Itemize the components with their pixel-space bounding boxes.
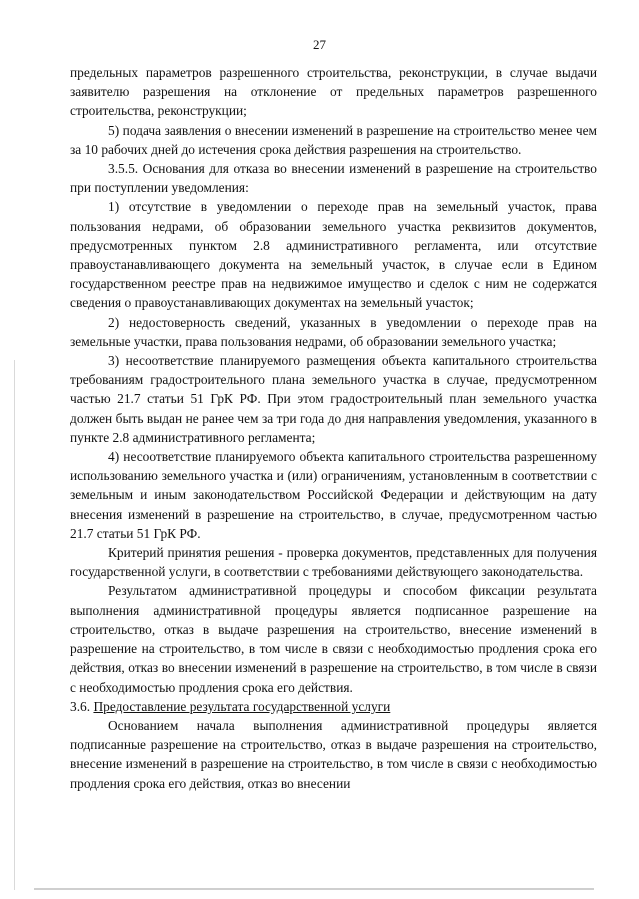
section-title: Предоставление результата государственной услуги [93, 698, 391, 714]
section-number: 3.6. [70, 698, 91, 714]
paragraph-decision-criterion: Критерий принятия решения - проверка документов, представленных для получения государственной услуги, в соответствии с требованиями действующего законодательства. [70, 545, 597, 580]
scan-left-edge [14, 360, 15, 890]
document-body [70, 63, 597, 793]
page-number: 27 [313, 37, 326, 52]
paragraph-procedure-result: Результатом административной процедуры и способом фиксации результата выполнения административной процедуры является подписанное разрешение на строительство, отказ в выдаче разрешения на строительство, внесение изменений в разрешение на строительство, в том числе в связи с необходимостью продления срока его действия, отказ во внесении изменений в разрешение на строительство, в том числе в связи с необходимостью продления срока его действия. [70, 583, 597, 695]
paragraph-refusal-item-4: 4) несоответствие планируемого объекта капитального строительства разрешенному использованию земельного участка и (или) ограничениям, установленным в соответствии с земельным и иным законодательством Российской Федерации и действующим на дату внесения изменений в разрешение на строительство, в случае, предусмотренном частью 21.7 статьи 51 ГрК РФ. [70, 449, 597, 541]
paragraph-procedure-basis: Основанием начала выполнения административной процедуры является подписанные разрешение на строительство, отказ в выдаче разрешения на строительство, внесение изменений в разрешение на строительство, в том числе в связи с необходимостью продления срока его действия, отказ во внесении [70, 717, 597, 791]
paragraph-item-5: 5) подача заявления о внесении изменений в разрешение на строительство менее чем за 10 рабочих дней до истечения срока действия разрешения на строительство. [70, 122, 597, 157]
paragraph-refusal-item-1: 1) отсутствие в уведомлении о переходе прав на земельный участок, права пользования недрами, об образовании земельного участка реквизитов документов, предусмотренных пунктом 2.8 административного регламента, или отсутствие правоустанавливающего документа на земельный участок, в случае если в Едином государственном реестре прав на недвижимое имущество и сделок с ним не содержатся сведения о правоустанавливающих документах на земельный участок; [70, 199, 597, 311]
section-heading-3-6 [70, 697, 597, 716]
paragraph-3-5-5: 3.5.5. Основания для отказа во внесении изменений в разрешение на строительство при поступлении уведомления: [70, 161, 597, 196]
paragraph-refusal-item-2: 2) недостоверность сведений, указанных в уведомлении о переходе прав на земельные участки, права пользования недрами, об образовании земельного участка; [70, 314, 597, 349]
paragraph-continuation: предельных параметров разрешенного строительства, реконструкции, в случае выдачи заявителю разрешения на отклонение от предельных параметров разрешенного строительства, реконструкции; [70, 65, 597, 119]
scan-bottom-edge [34, 888, 594, 890]
paragraph-refusal-item-3: 3) несоответствие планируемого размещения объекта капитального строительства требованиям градостроительного плана земельного участка в случае, предусмотренном частью 21.7 статьи 51 ГрК РФ. При этом градостроительный план земельного участка должен быть выдан не ранее чем за три года до дня направления уведомления, указанного в пункте 2.8 административного регламента; [70, 353, 597, 445]
